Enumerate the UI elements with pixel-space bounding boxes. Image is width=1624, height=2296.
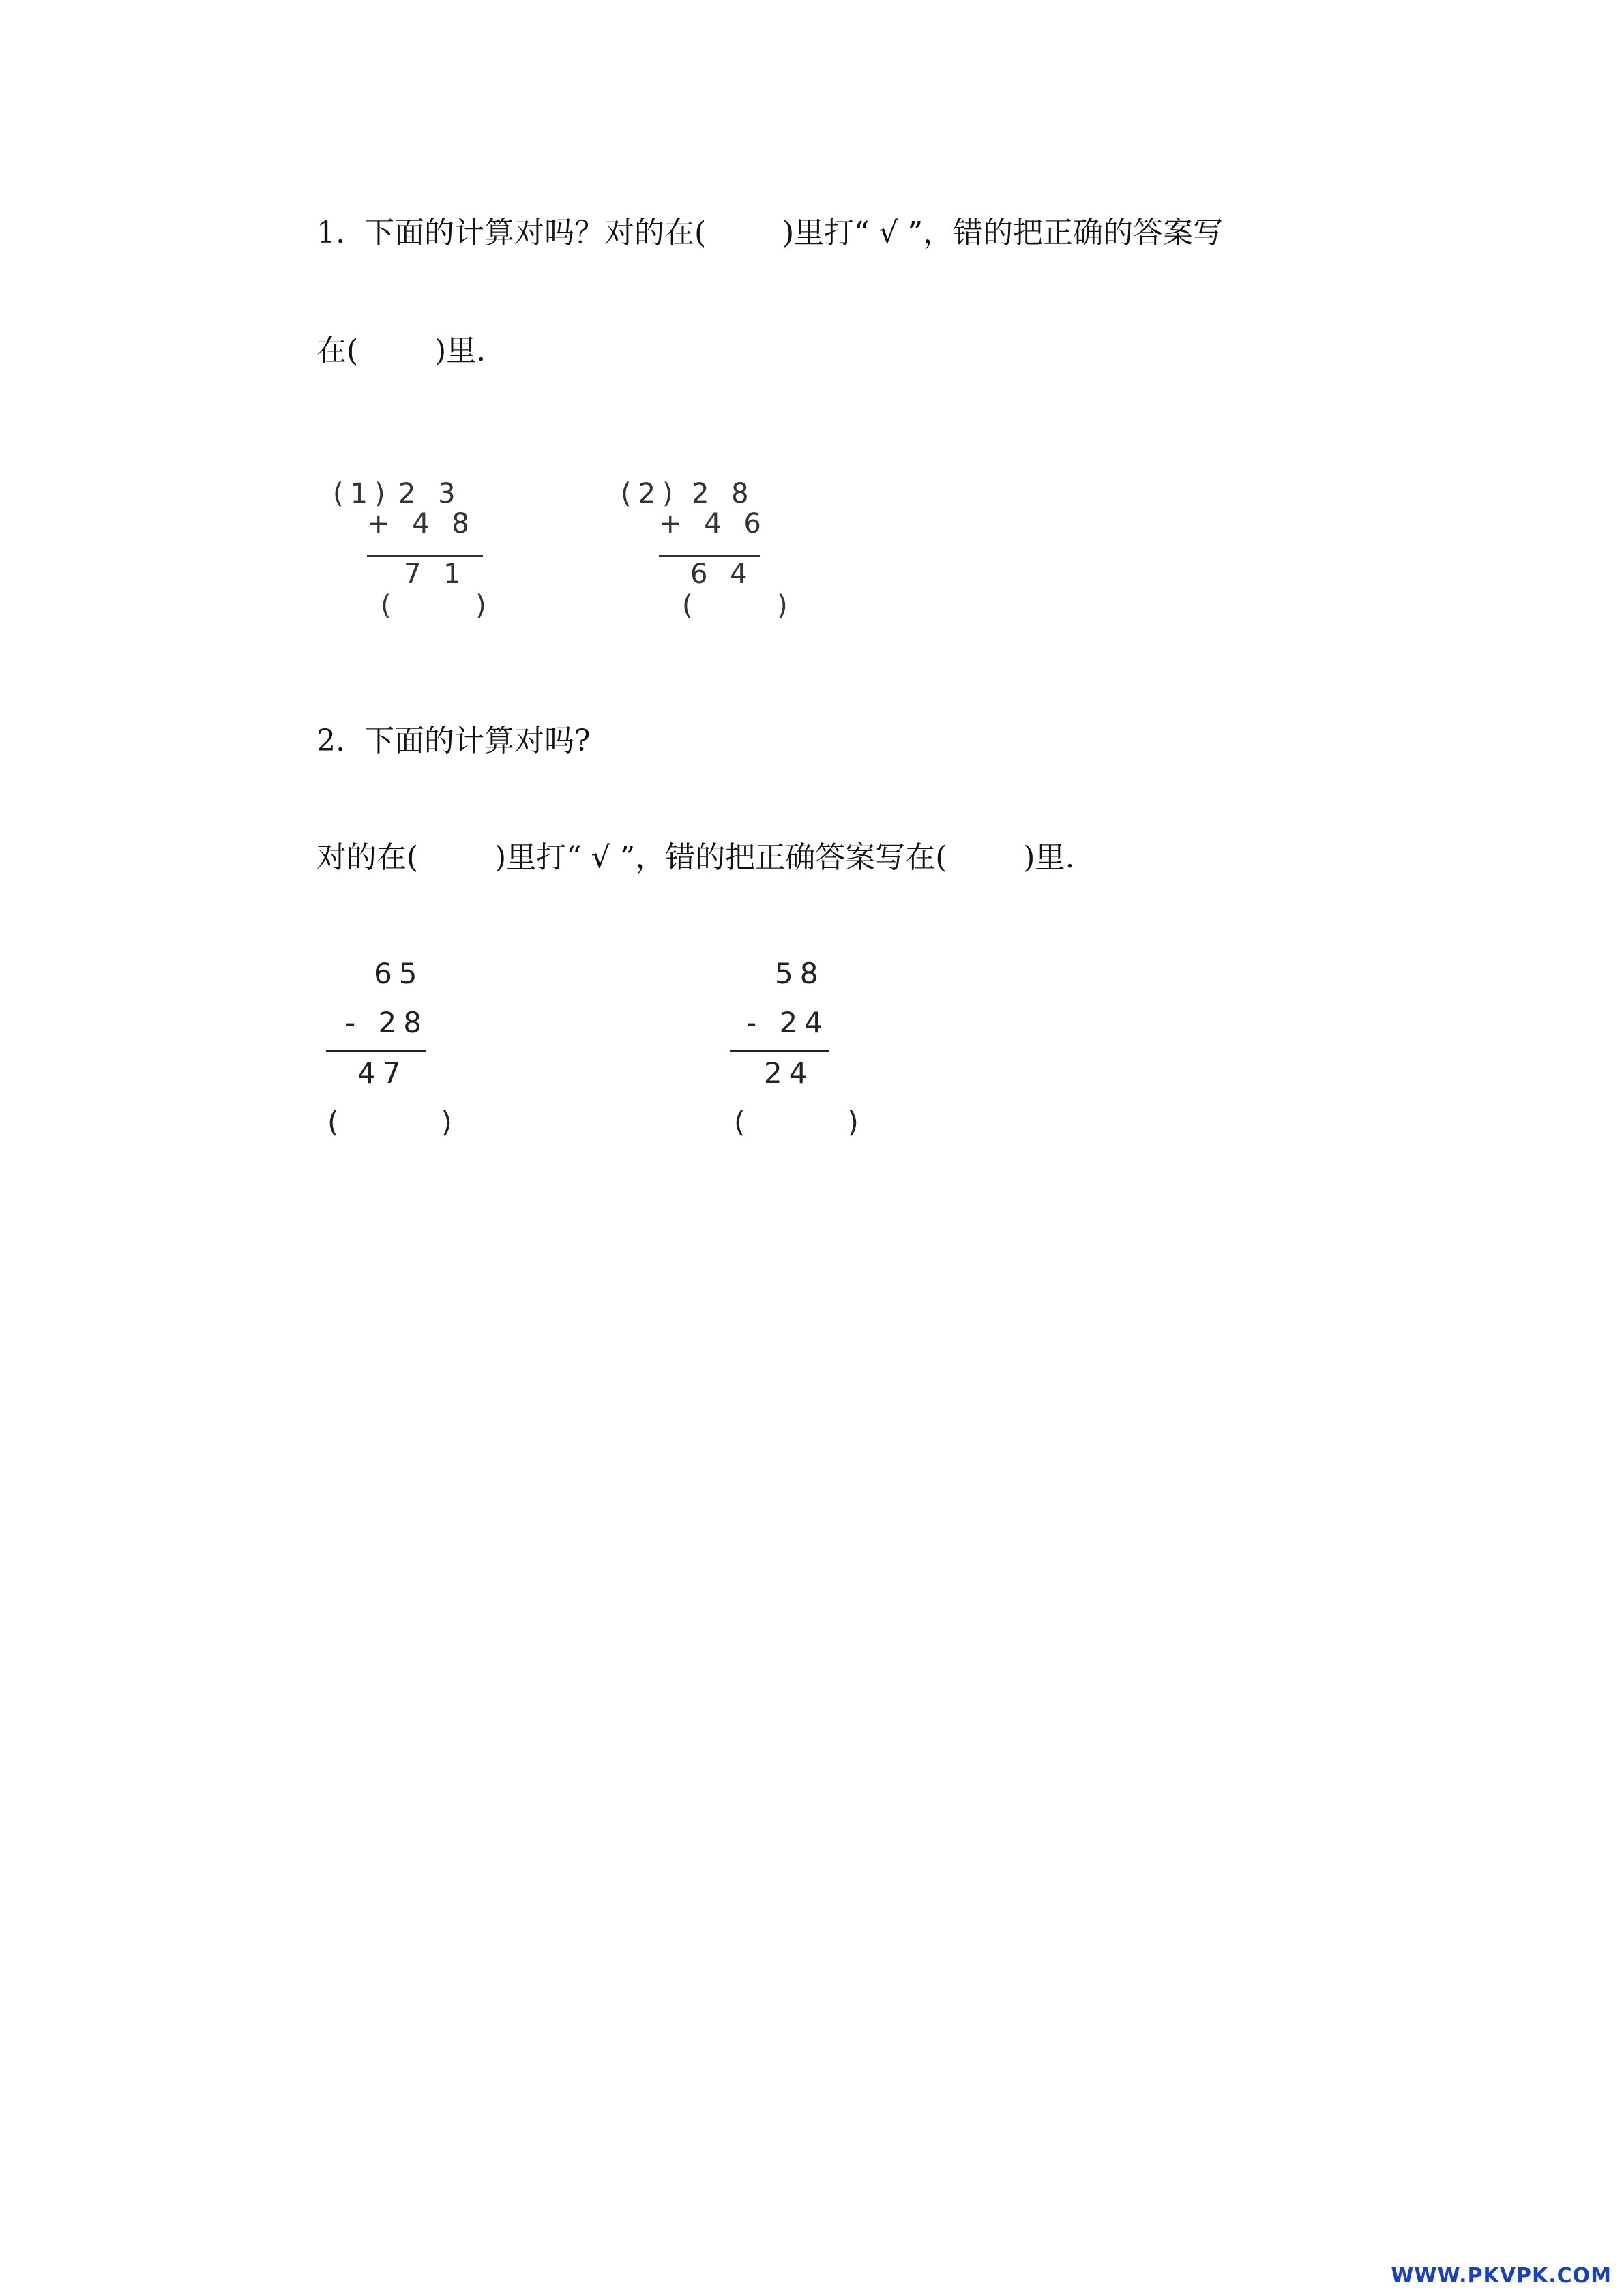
q2-item1-result: 47 [357, 1056, 408, 1090]
question-2-prompt-line-1: 2. 下面的计算对吗? [316, 724, 591, 758]
q2-item2-subtrahend: - 24 [746, 1006, 829, 1039]
question-2-prompt-line-2: 对的在( )里打“ √ ”，错的把正确答案写在( )里. [316, 840, 1075, 875]
q1-item1-addend: + 4 8 [367, 508, 476, 539]
q2-item2-difference-rule [730, 1050, 829, 1052]
q1-item1-top-number: 2 3 [398, 478, 462, 509]
q1-item2-label: (2) [621, 478, 680, 509]
q2-calculation-1 [326, 957, 459, 1148]
q1-item1-sum-rule [367, 555, 483, 557]
q1-item1-result: 7 1 [404, 558, 468, 590]
q1-item2-result: 6 4 [690, 558, 754, 590]
q1-item1-answer-box[interactable]: ( ) [381, 590, 493, 621]
site-watermark: WWW.PKVPK.COM [1391, 2264, 1612, 2288]
q2-item2-result: 24 [764, 1056, 814, 1090]
q1-item1-label: (1) [333, 478, 392, 509]
question-1-prompt-line-1: 1. 下面的计算对吗？对的在( )里打“ √ ”，错的把正确的答案写 [316, 215, 1224, 250]
q1-item2-addend: + 4 6 [659, 508, 768, 539]
q1-calculation-2 [621, 477, 795, 634]
q2-item1-minuend: 65 [374, 957, 424, 990]
q1-calculation-1 [333, 477, 497, 634]
q1-item2-sum-rule [659, 555, 760, 557]
q2-item1-answer-box[interactable]: ( ) [327, 1105, 459, 1139]
q1-item2-top-number: 2 8 [692, 478, 756, 509]
q2-item1-subtrahend: - 28 [345, 1006, 428, 1039]
q2-item1-difference-rule [326, 1050, 426, 1052]
q2-item2-answer-box[interactable]: ( ) [734, 1105, 866, 1139]
question-1-prompt-line-2: 在( )里. [316, 333, 486, 368]
q2-item2-minuend: 58 [775, 957, 825, 990]
q2-calculation-2 [730, 957, 866, 1148]
q1-item2-answer-box[interactable]: ( ) [682, 590, 795, 621]
